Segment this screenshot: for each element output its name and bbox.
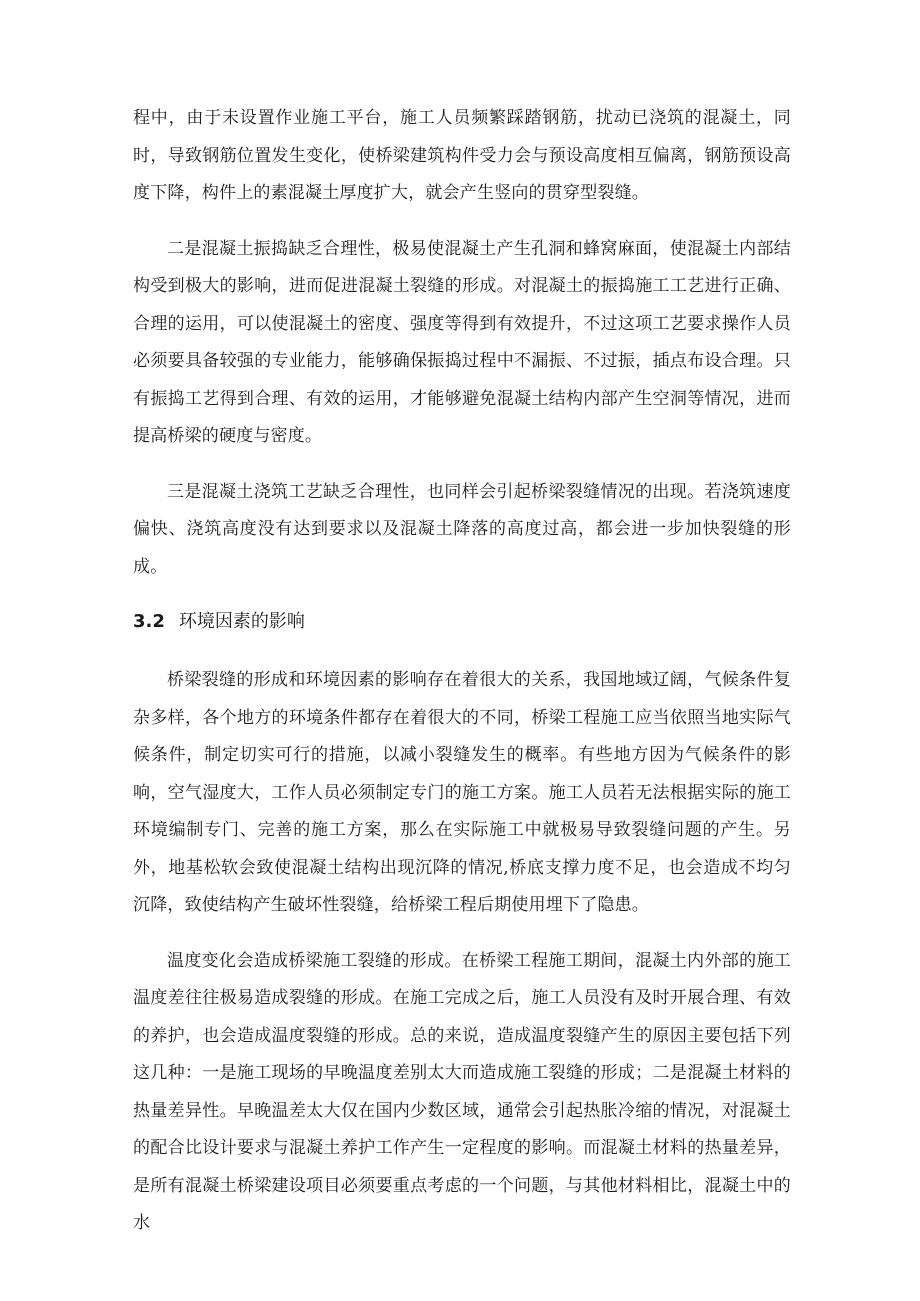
section-heading — [133, 604, 791, 640]
document-body — [133, 100, 791, 1261]
paragraph-temperature: 温度变化会造成桥梁施工裂缝的形成。在桥梁工程施工期间，混凝土内外部的施工温度差往往极易造成裂缝的形成。在施工完成之后，施工人员没有及时开展合理、有效的养护，也会造成温度裂缝的形成。总的来说，造成温度裂缝产生的原因主要包括下列这几种：一是施工现场的早晚温度差别太大而造成施工裂缝的形成；二是混凝土材料的热量差异性。早晚温差太大仅在国内少数区域，通常会引起热胀冷缩的情况，对混凝土的配合比设计要求与混凝土养护工作产生一定程度的影响。而混凝土材料的热量差异，是所有混凝土桥梁建设项目必须要重点考虑的一个问题，与其他材料相比，混凝土中的水 — [133, 950, 791, 1233]
paragraph-vibration: 二是混凝土振捣缺乏合理性，极易使混凝土产生孔洞和蜂窝麻面，使混凝土内部结构受到极大的影响，进而促进混凝土裂缝的形成。对混凝土的振捣施工工艺进行正确、合理的运用，可以使混凝土的密度、强度等得到有效提升，不过这项工艺要求操作人员必须要具备较强的专业能力，能够确保振捣过程中不漏振、不过振，插点布设合理。只有振捣工艺得到合理、有效的运用，才能够避免混凝土结构内部产生空洞等情况，进而提高桥梁的硬度与密度。 — [133, 238, 791, 446]
section-title: 环境因素的影响 — [178, 611, 305, 632]
paragraph-continued: 程中，由于未设置作业施工平台，施工人员频繁踩踏钢筋，扰动已浇筑的混凝土，同时，导致钢筋位置发生变化，使桥梁建筑构件受力会与预设高度相互偏离，钢筋预设高度下降，构件上的素混凝土厚度扩大，就会产生竖向的贯穿型裂缝。 — [133, 108, 791, 203]
section-number: 3.2 — [133, 611, 165, 632]
paragraph-pouring: 三是混凝土浇筑工艺缺乏合理性，也同样会引起桥梁裂缝情况的出现。若浇筑速度偏快、浇筑高度没有达到要求以及混凝土降落的高度过高，都会进一步加快裂缝的形成。 — [133, 481, 791, 577]
paragraph-environment: 桥梁裂缝的形成和环境因素的影响存在着很大的关系，我国地域辽阔，气候条件复杂多样，各个地方的环境条件都存在着很大的不同，桥梁工程施工应当依照当地实际气候条件，制定切实可行的措施，以减小裂缝发生的概率。有些地方因为气候条件的影响，空气湿度大，工作人员必须制定专门的施工方案。施工人员若无法根据实际的施工环境编制专门、完善的施工方案，那么在实际施工中就极易导致裂缝问题的产生。另外，地基松软会致使混凝土结构出现沉降的情况,桥底支撑力度不足，也会造成不均匀沉降，致使结构产生破坏性裂缝，给桥梁工程后期使用埋下了隐患。 — [133, 670, 791, 915]
